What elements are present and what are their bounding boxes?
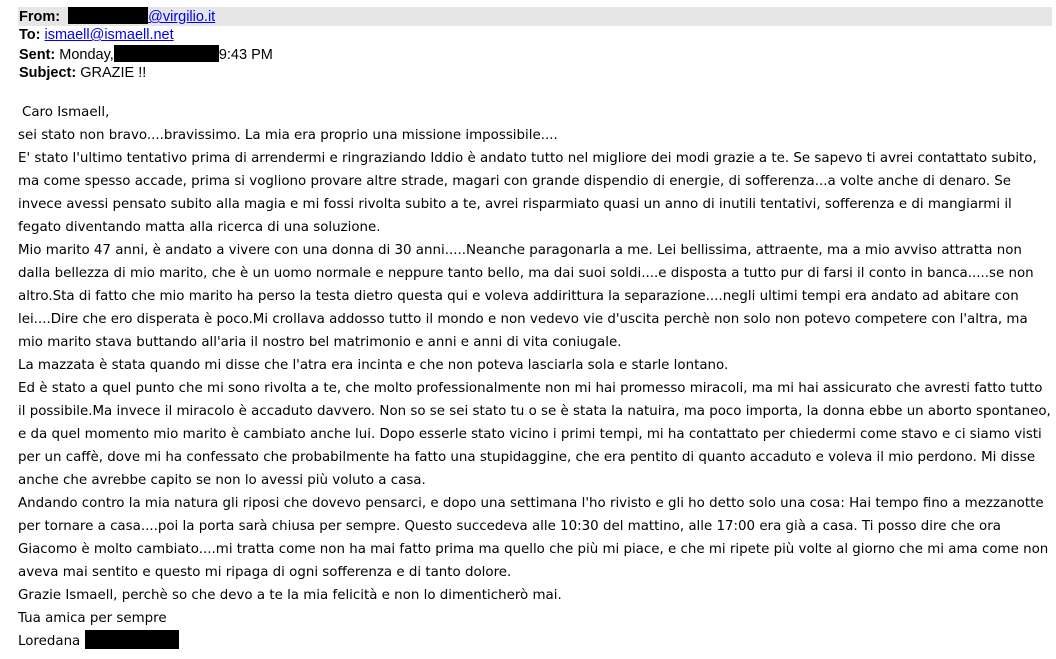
subject-label: Subject: [19, 65, 77, 81]
message-paragraph: Andando contro la mia natura gli riposi che dovevo pensarci, e dopo una settimana l'ho rivisto e gli ho detto solo una cosa: Hai tempo fino a mezzanotte per tornare a casa....poi la porta sarà chiusa per sempre. Questo succedeva alle 10:30 del mattino, alle 17:00 era già a casa. Ti posso dire che ora Giacomo è molto cambiato....mi tratta come non ha mai fatto prima ma quello che più mi piace, e che mi ripete più volte al giorno che mi ama come non aveva mai sentito e questo mi ripaga di ogni sofferenza e di tanto dolore. [18, 496, 1049, 580]
email-header [18, 7, 1052, 83]
sent-label: Sent: [19, 47, 56, 63]
redacted-sent-date [114, 45, 219, 62]
to-address-link[interactable]: ismaell@ismaell.net [44, 27, 174, 43]
sent-day: Monday, [59, 47, 114, 63]
message-paragraph: Ed è stato a quel punto che mi sono rivolta a te, che molto professionalmente non mi hai promesso miracoli, ma mi hai assicurato che avresti fatto tutto il possibile.Ma invece il miracolo è accaduto davvero. Non so se sei stato tu o se è stata la natuira, ma poco importa, la donna ebbe un aborto spontaneo, e da quel momento mio marito è cambiato anche lui. Dopo esserle stato vicino i primi tempi, mi ha contattato per chiedermi come stavo e ci siamo visti per un caffè, dove mi ha confessato che probabilmente ha fatto una stupidaggine, che era pentito di quanto accaduto e voleva il mio perdono. Mi disse anche che avrebbe capito se non lo avessi più voluto a casa. [18, 381, 1051, 488]
to-row [18, 26, 1052, 45]
message-paragraph: Mio marito 47 anni, è andato a vivere con una donna di 30 anni.....Neanche paragonarla a me. Lei bellissima, attraente, ma a mio avviso attratta non dalla bellezza di mio marito, che è un uomo normale e neppure tanto bello, ma dai suoi soldi....e disposta a tutto pur di farsi il conto in banca.....se non altro.Sta di fatto che mio marito ha perso la testa dietro questa qui e voleva addirittura la separazione....negli ultimi tempi era andato ad abitare con lei....Dire che ero disperata è poco.Mi crollava addosso tutto il mondo e non vedevo vie d'uscita perchè non solo non potevo competere con l'altra, ma mio marito stava buttando all'aria il nostro bel matrimonio e anni e anni di vita coniugale. [18, 243, 1034, 350]
message-paragraph: Grazie Ismaell, perchè so che devo a te la mia felicità e non lo dimenticherò mai. [18, 588, 562, 603]
salutation: Caro Ismaell, [22, 105, 110, 120]
to-label: To: [19, 27, 41, 43]
subject-row [18, 64, 1052, 83]
message-paragraph: E' stato l'ultimo tentativo prima di arrendermi e ringraziando Iddio è andato tutto nel migliore dei modi grazie a te. Se sapevo ti avrei contattato subito, ma come spesso accade, prima si vogliono provare altre strade, magari con grande dispendio di energie, di sofferenza...a volte anche di denaro. Se invece avessi pensato subito alla magia e mi fossi rivolta subito a te, avrei risparmiato quasi un anno di inutili tentativi, sofferenza e di mangiarmi il fegato diventando matta alla ricerca di una soluzione. [18, 151, 1037, 235]
subject-text: GRAZIE !! [80, 65, 147, 81]
from-label: From: [19, 9, 61, 25]
signature [18, 630, 1054, 653]
redacted-surname [85, 630, 179, 649]
message-paragraph: sei stato non bravo....bravissimo. La mia era proprio una missione impossibile.... [18, 128, 558, 143]
sent-time: 9:43 PM [218, 47, 273, 63]
closing-line: Tua amica per sempre [18, 611, 167, 626]
from-address-link[interactable]: @virgilio.it [148, 9, 216, 25]
sent-row [18, 45, 1052, 64]
redacted-sender-name [68, 7, 148, 24]
message-body [18, 101, 1054, 653]
signature-name: Loredana [18, 634, 81, 649]
message-paragraph: La mazzata è stata quando mi disse che l'atra era incinta e che non poteva lasciarla sola e starle lontano. [18, 358, 729, 373]
from-row [18, 7, 1052, 26]
